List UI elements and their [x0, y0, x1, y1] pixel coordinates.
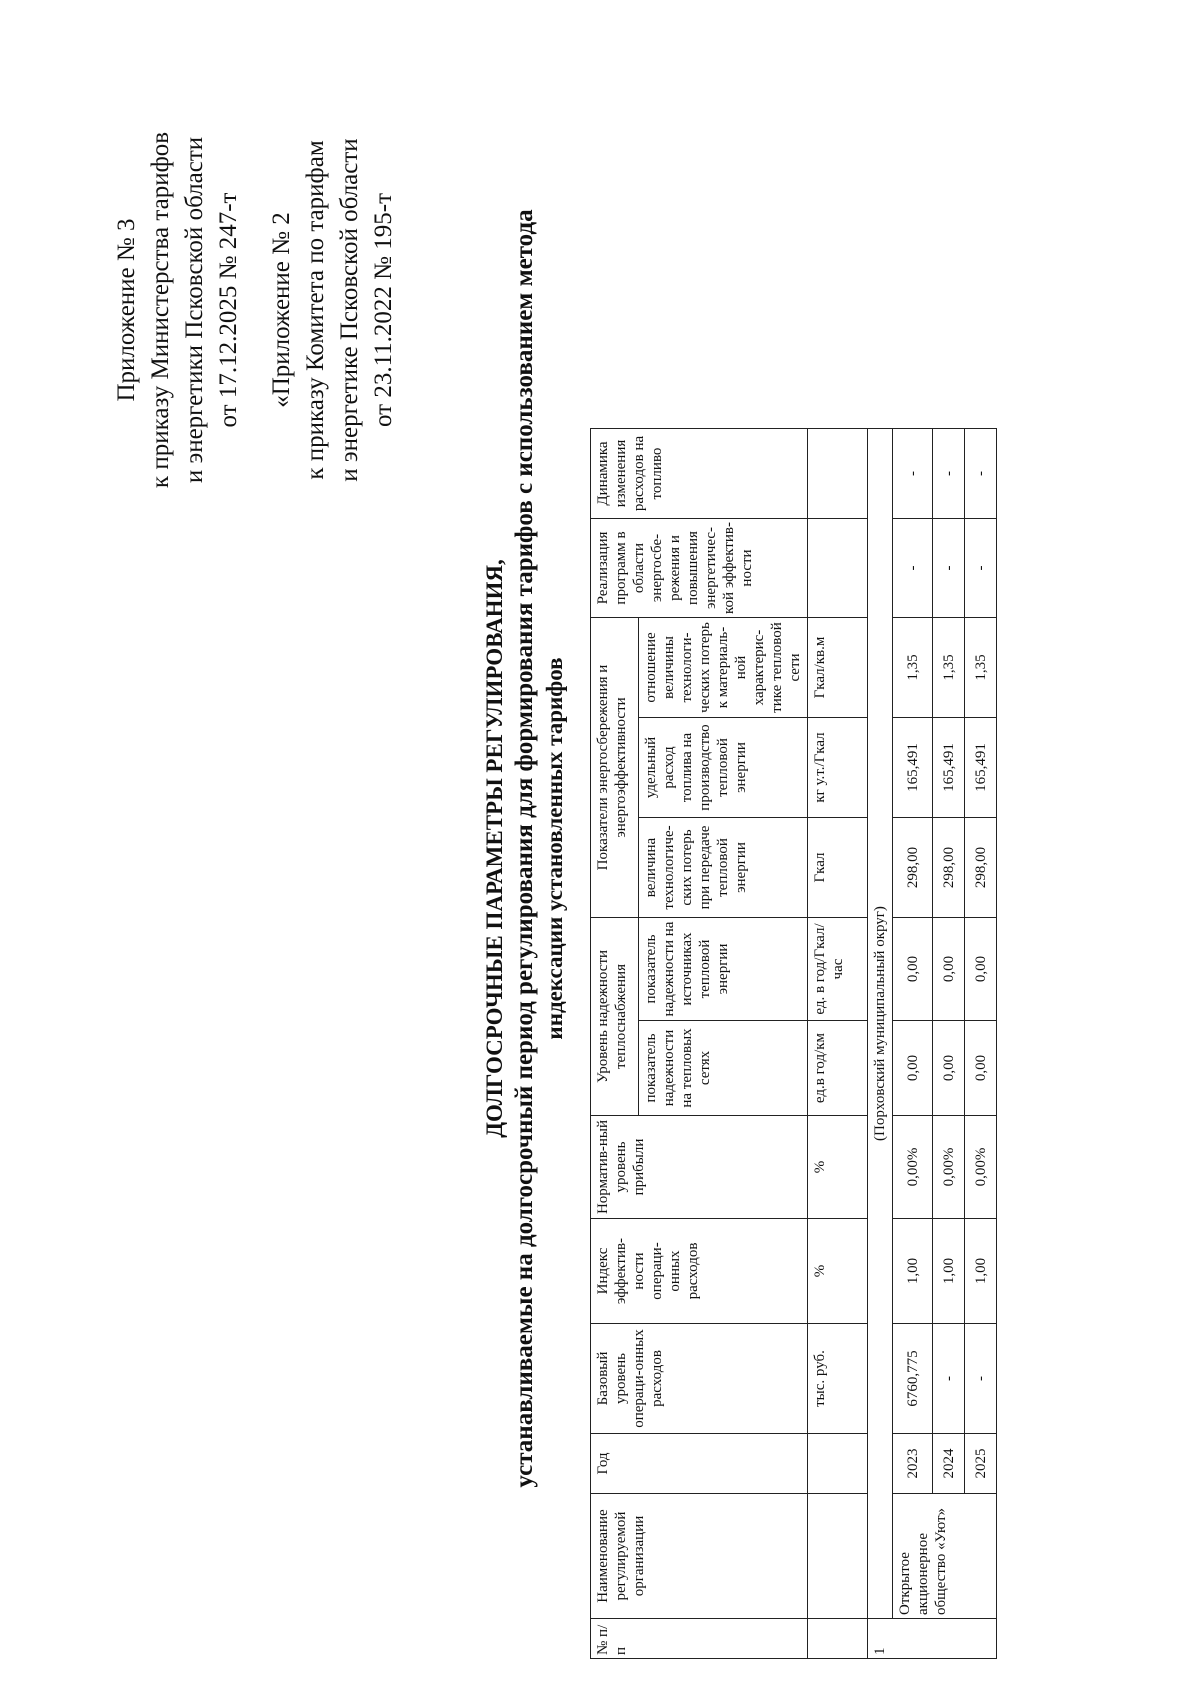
unit-empty: [808, 1494, 868, 1619]
unit-fuel: кг у.т./Гкал: [808, 718, 868, 818]
cell-fuel-dynamics: -: [893, 429, 933, 519]
document-title: [480, 0, 570, 1697]
unit-empty: [808, 429, 868, 519]
unit-empty: [808, 1434, 868, 1494]
appendix-3-line-4: от 17.12.2025 № 247-т: [215, 192, 242, 428]
cell-losses: 298,00: [933, 818, 965, 918]
table-row: [893, 429, 933, 1659]
header-energy-group: Показатели энергосбережения и энергоэффективности: [591, 618, 639, 918]
cell-index: 1,00: [933, 1219, 965, 1324]
cell-networks: 0,00: [933, 1021, 965, 1116]
unit-sources: ед. в год/Гкал/час: [808, 918, 868, 1021]
unit-index: %: [808, 1219, 868, 1324]
cell-sources: 0,00: [965, 918, 997, 1021]
cell-losses: 298,00: [965, 818, 997, 918]
header-reliability-sources: показатель надежности на источниках тепловой энергии: [639, 918, 808, 1021]
cell-programs: -: [965, 519, 997, 618]
cell-fuel-dynamics: -: [933, 429, 965, 519]
appendix-3-header: [110, 95, 246, 525]
unit-ratio: Гкал/кв.м: [808, 618, 868, 718]
appendix-2-line-2: к приказу Комитета по тарифам: [302, 140, 329, 480]
row-number: 1: [868, 1619, 997, 1659]
appendix-2-line-1: «Приложение № 2: [268, 212, 295, 408]
header-num: № п/п: [591, 1619, 808, 1659]
appendix-3-line-2: к приказу Министерства тарифов: [147, 131, 174, 489]
title-line-1: ДОЛГОСРОЧНЫЕ ПАРАМЕТРЫ РЕГУЛИРОВАНИЯ,: [482, 559, 507, 1138]
units-row: [808, 429, 868, 1659]
title-line-3: индексации установленных тарифов: [542, 657, 567, 1040]
cell-base: -: [933, 1324, 965, 1434]
title-line-2: устанавливаемые на долгосрочный период регулирования для формирования тарифов с использованием метода: [511, 209, 538, 1488]
appendix-2-line-4: от 23.11.2022 № 195-т: [370, 192, 397, 428]
cell-networks: 0,00: [893, 1021, 933, 1116]
appendix-2-line-3: и энергетике Псковской области: [336, 138, 363, 482]
header-efficiency-index: Индекс эффектив-ности операци-онных расходов: [591, 1219, 808, 1324]
header-energy-fuel: удельный расход топлива на производство тепловой энергии: [639, 718, 808, 818]
appendix-3-line-3: и энергетики Псковской области: [181, 136, 208, 484]
cell-index: 1,00: [965, 1219, 997, 1324]
cell-programs: -: [893, 519, 933, 618]
header-programs: Реализация программ в области энергосбе-режения и повышения энергетичес-кой эффектив-ности: [591, 519, 808, 618]
cell-sources: 0,00: [893, 918, 933, 1021]
cell-profit: 0,00%: [965, 1116, 997, 1219]
cell-ratio: 1,35: [965, 618, 997, 718]
section-label: (Порховский муниципальный округ): [868, 429, 893, 1619]
cell-fuel: 165,491: [965, 718, 997, 818]
cell-fuel: 165,491: [893, 718, 933, 818]
unit-profit: %: [808, 1116, 868, 1219]
cell-programs: -: [933, 519, 965, 618]
header-row-1: [591, 429, 639, 1659]
cell-year: 2023: [893, 1434, 933, 1494]
header-year: Год: [591, 1434, 808, 1494]
header-energy-ratio: отношение величины технологи-ческих потерь к материаль-ной характерис-тике тепловой сети: [639, 618, 808, 718]
parameters-table: [590, 428, 997, 1659]
section-row: [868, 429, 893, 1659]
organization-name: Открытое акционерное общество «Уют»: [893, 1494, 997, 1619]
cell-year: 2024: [933, 1434, 965, 1494]
cell-ratio: 1,35: [893, 618, 933, 718]
unit-base: тыс. руб.: [808, 1324, 868, 1434]
header-profit-level: Норматив-ный уровень прибыли: [591, 1116, 808, 1219]
cell-networks: 0,00: [965, 1021, 997, 1116]
header-base-costs: Базовый уровень операци-онных расходов: [591, 1324, 808, 1434]
cell-base: -: [965, 1324, 997, 1434]
cell-profit: 0,00%: [893, 1116, 933, 1219]
cell-profit: 0,00%: [933, 1116, 965, 1219]
cell-index: 1,00: [893, 1219, 933, 1324]
cell-fuel-dynamics: -: [965, 429, 997, 519]
cell-fuel: 165,491: [933, 718, 965, 818]
header-reliability-group: Уровень надежности теплоснабжения: [591, 918, 639, 1116]
unit-empty: [808, 1619, 868, 1659]
cell-year: 2025: [965, 1434, 997, 1494]
unit-empty: [808, 519, 868, 618]
cell-losses: 298,00: [893, 818, 933, 918]
cell-base: 6760,775: [893, 1324, 933, 1434]
appendix-2-header: [265, 95, 401, 525]
unit-losses: Гкал: [808, 818, 868, 918]
header-reliability-networks: показатель надежности на тепловых сетях: [639, 1021, 808, 1116]
cell-sources: 0,00: [933, 918, 965, 1021]
cell-ratio: 1,35: [933, 618, 965, 718]
unit-networks: ед.в год/км: [808, 1021, 868, 1116]
header-energy-losses: величина технологиче-ских потерь при передаче тепловой энергии: [639, 818, 808, 918]
appendix-3-line-1: Приложение № 3: [113, 218, 140, 402]
table-row: [933, 429, 965, 1659]
table-row: [965, 429, 997, 1659]
header-org: Наименование регулируемой организации: [591, 1494, 808, 1619]
header-fuel-dynamics: Динамика изменения расходов на топливо: [591, 429, 808, 519]
